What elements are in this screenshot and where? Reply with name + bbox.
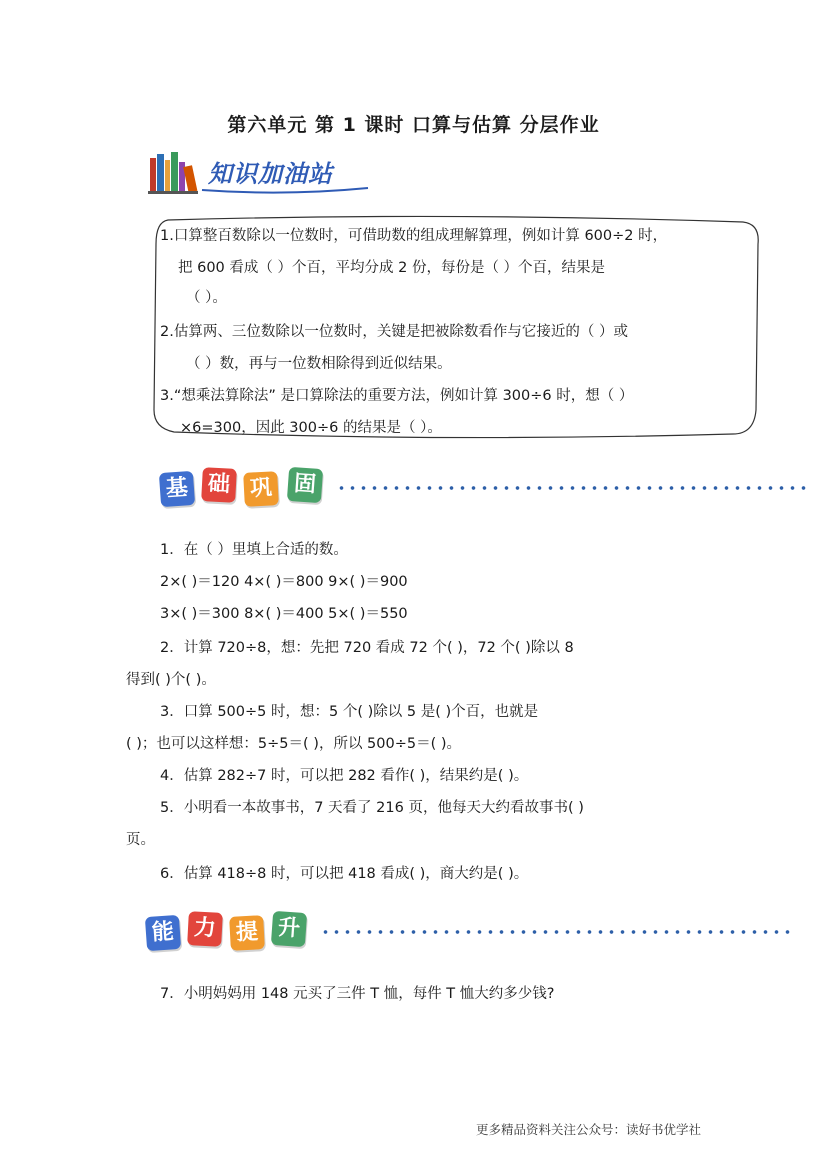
basic-q1: 1．在（ ）里填上合适的数。: [160, 542, 348, 558]
knowledge-header-text: 知识加油站: [208, 160, 333, 188]
advanced-tile-3: 提: [229, 915, 265, 951]
footer-note: 更多精品资料关注公众号：读好书优学社: [475, 1122, 701, 1137]
knowledge-line-1: 1.口算整百数除以一位数时，可借助数的组成理解算理，例如计算 600÷2 时，: [160, 228, 668, 244]
knowledge-line-7: ×6=300，因此 300÷6 的结果是（ ）。: [180, 420, 442, 436]
advanced-tile-2: 力: [187, 911, 223, 947]
basic-q1-row-1: 2×( )＝120 4×( )＝800 9×( )＝900: [160, 574, 408, 590]
basic-q2-line-1: 2．计算 720÷8，想：先把 720 看成 72 个( )，72 个( )除以 8: [160, 640, 574, 656]
advanced-q7: 7．小明妈妈用 148 元买了三件 T 恤，每件 T 恤大约多少钱?: [160, 986, 555, 1002]
basic-q5-line-2: 页。: [126, 832, 155, 848]
knowledge-line-4: 2.估算两、三位数除以一位数时，关键是把被除数看作与它接近的（ ）或: [160, 324, 628, 340]
advanced-tile-1: 能: [145, 915, 181, 951]
knowledge-header-underline: [200, 184, 370, 196]
basic-tile-2: 础: [201, 467, 237, 503]
basic-q5-line-1: 5．小明看一本故事书，7 天看了 216 页，他每天大约看故事书( ): [160, 800, 584, 816]
basic-q4: 4．估算 282÷7 时，可以把 282 看作( )，结果约是( )。: [160, 768, 529, 784]
basic-q3-line-1: 3．口算 500÷5 时，想：5 个( )除以 5 是( )个百，也就是: [160, 704, 539, 720]
knowledge-line-3: （ ）。: [186, 290, 227, 306]
basic-q1-row-2: 3×( )＝300 8×( )＝400 5×( )＝550: [160, 606, 408, 622]
knowledge-line-2: 把 600 看成（ ）个百，平均分成 2 份，每份是（ ）个百，结果是: [178, 260, 606, 276]
basic-q2-line-2: 得到( )个( )。: [126, 672, 216, 688]
knowledge-line-5: （ ）数，再与一位数相除得到近似结果。: [186, 356, 452, 372]
basic-tile-4: 固: [287, 467, 323, 503]
basic-tile-1: 基: [159, 471, 195, 507]
advanced-tile-4: 升: [271, 911, 307, 947]
basic-tile-3: 巩: [243, 471, 279, 507]
basic-dotted-rule: [336, 486, 806, 490]
basic-q3-line-2: ( )；也可以这样想：5÷5＝( )，所以 500÷5＝( )。: [126, 736, 462, 752]
basic-q6: 6．估算 418÷8 时，可以把 418 看成( )，商大约是( )。: [160, 866, 529, 882]
page-title: 第六单元 第 1 课时 口算与估算 分层作业: [227, 114, 600, 136]
books-icon: [148, 150, 198, 194]
advanced-dotted-rule: [320, 930, 790, 934]
knowledge-line-6: 3.“想乘法算除法” 是口算除法的重要方法，例如计算 300÷6 时，想（ ）: [160, 388, 634, 404]
